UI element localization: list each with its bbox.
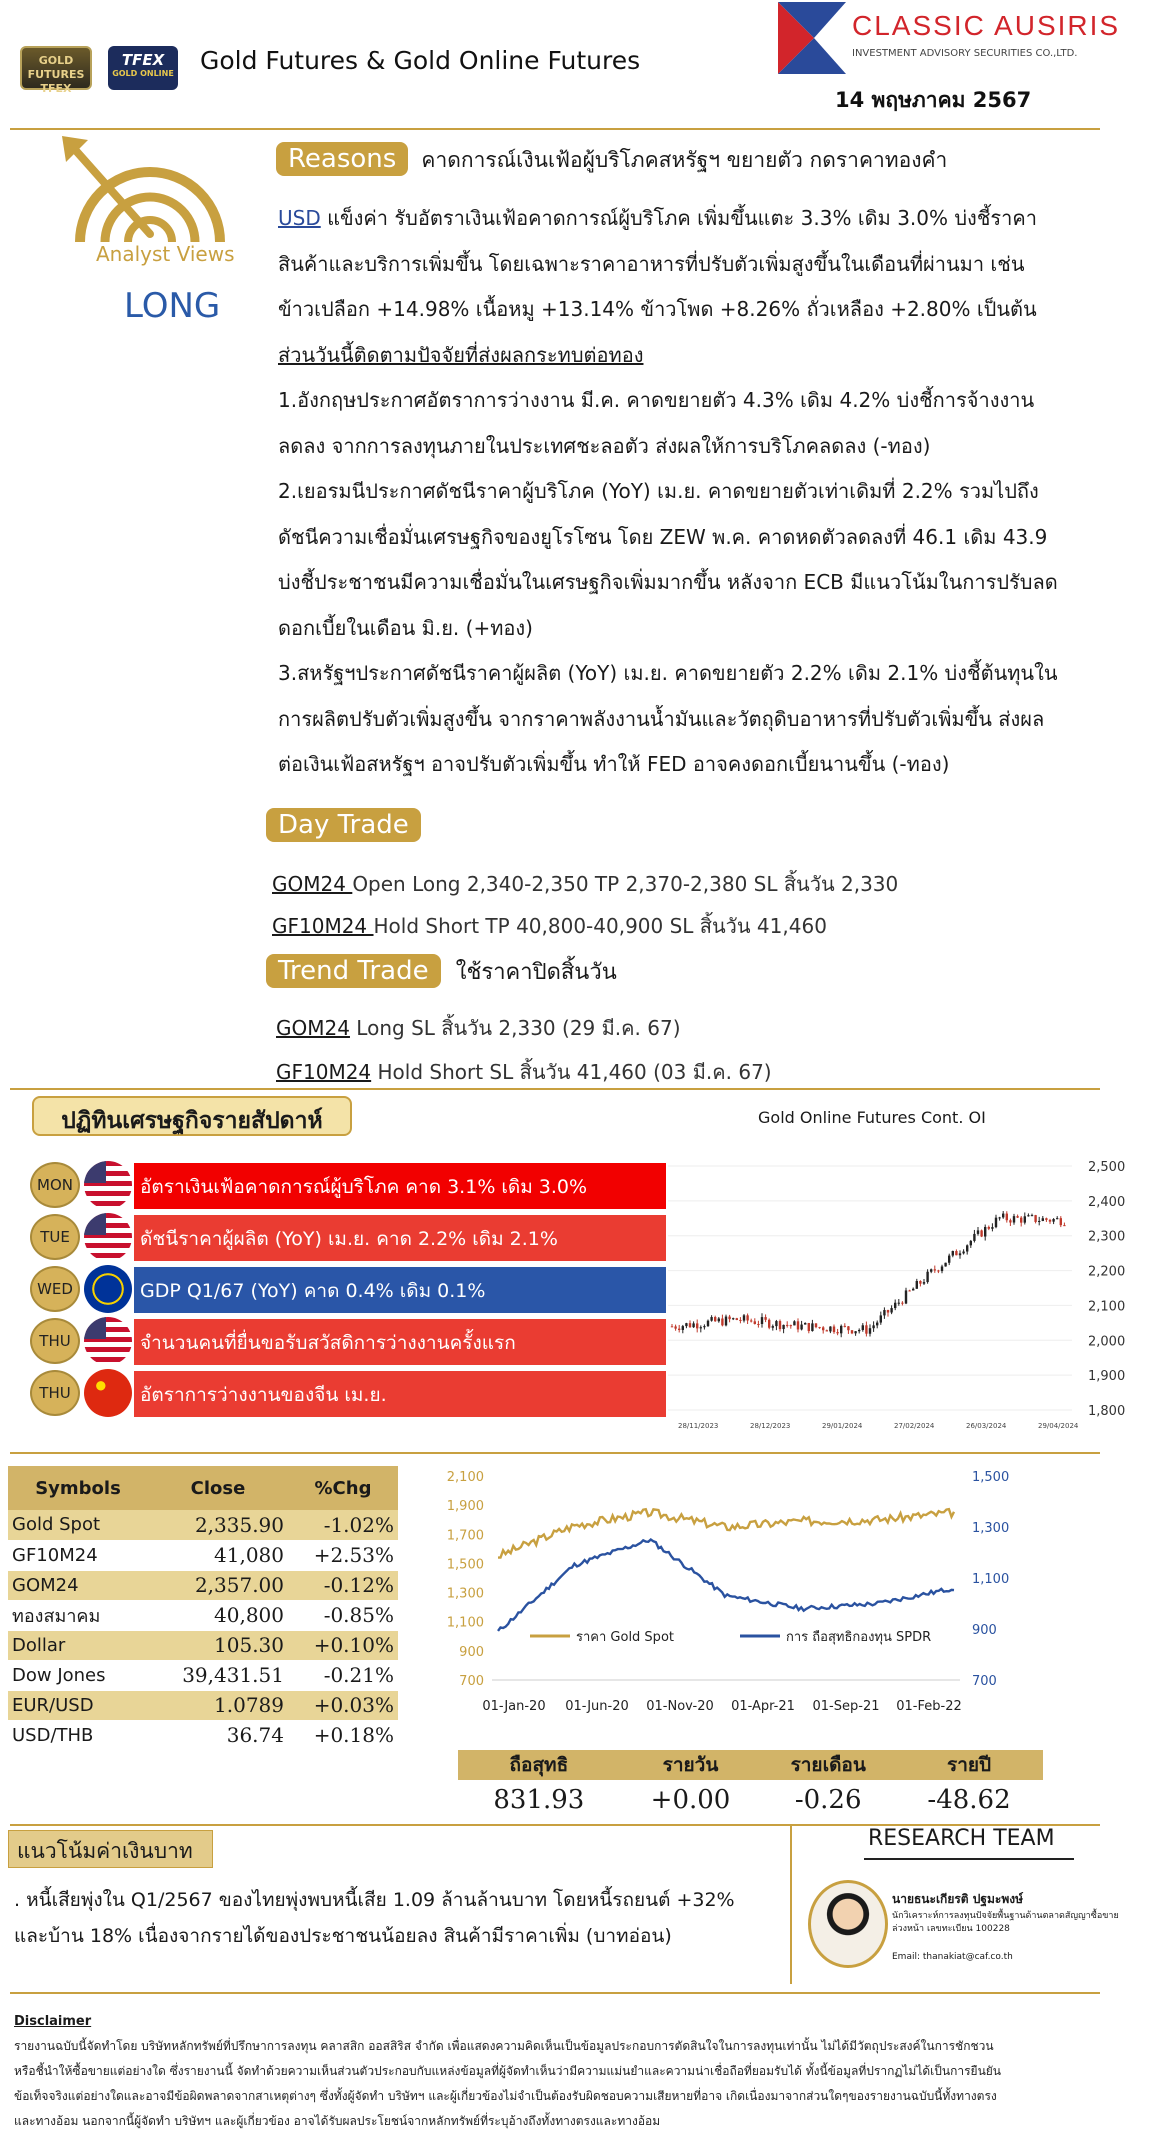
market-chg: +0.18% <box>288 1720 398 1750</box>
eu-flag-icon <box>84 1265 132 1313</box>
market-table <box>8 1466 398 1751</box>
gold-logo-text: GOLD FUTURES TFEX <box>27 54 85 95</box>
oi-chart-title: Gold Online Futures Cont. OI <box>758 1108 986 1127</box>
oi-candle <box>764 1317 766 1320</box>
spdr-holdings-table <box>458 1750 1043 1820</box>
x-tick: 01-Sep-21 <box>812 1699 880 1714</box>
market-chg: -1.02% <box>288 1510 398 1540</box>
left-y-tick: 1,700 <box>446 1528 484 1544</box>
trend-trade-text: Long SL สิ้นวัน 2,330 (29 มี.ค. 67) <box>349 1016 681 1040</box>
oi-candle <box>671 1326 673 1327</box>
market-chg: -0.85% <box>288 1600 398 1630</box>
oi-candle <box>966 1245 968 1251</box>
oi-candle <box>1016 1216 1018 1217</box>
oi-candle <box>790 1325 792 1326</box>
market-symbol: Gold Spot <box>8 1510 148 1540</box>
brand-logo-icon <box>778 2 846 74</box>
oi-candle <box>919 1281 921 1284</box>
oi-candle <box>844 1326 846 1327</box>
oi-y-tick: 2,500 <box>1088 1160 1126 1175</box>
reasons-subheading: ส่วนวันนี้ติดตามปัจจัยที่ส่งผลกระทบต่อทอง <box>278 342 644 367</box>
disclaimer-line: ข้อเท็จจริงแต่อย่างใดและอาจมีข้อผิดพลาดจากสาเหตุต่างๆ ซึ่งทั้งผู้จัดทำ บริษัทฯ และผู้เกี่ยวข้องไม่จำเป็นต้องรับผิดชอบความเสียหายที่อาจ เกิดเนื่องมาจากส่วนใดๆของรายงานฉบับนี้ทั้งทางตรง <box>14 2089 997 2103</box>
holdings-col-daily: รายวัน <box>620 1750 762 1780</box>
oi-candle <box>854 1331 856 1333</box>
oi-candle <box>1042 1218 1044 1221</box>
oi-candle <box>898 1303 900 1304</box>
oi-candle <box>926 1272 928 1282</box>
oi-candle <box>883 1310 885 1315</box>
gold-spot-line <box>498 1509 954 1558</box>
research-team-title: RESEARCH TEAM <box>868 1826 1055 1851</box>
thb-line: และบ้าน 18% เนื่องจากรายได้ของประชาชนน้อยลง สินค้ามีราคาเพิ่ม (บาทอ่อน) <box>14 1925 672 1947</box>
usd-link[interactable]: USD <box>278 206 321 230</box>
left-y-tick: 1,100 <box>446 1615 484 1631</box>
oi-candle <box>797 1321 799 1329</box>
oi-candle <box>746 1315 748 1320</box>
section-divider <box>10 1088 1100 1090</box>
trend-trade-text: Hold Short SL สิ้นวัน 41,460 (03 มี.ค. 67) <box>371 1060 772 1084</box>
oi-y-tick: 2,300 <box>1088 1229 1126 1245</box>
oi-candle <box>714 1317 716 1321</box>
market-symbol: GF10M24 <box>8 1540 148 1570</box>
tfex-logo <box>108 46 178 90</box>
report-date: 14 พฤษภาคม 2567 <box>835 88 1032 112</box>
day-trade-tag: Day Trade <box>266 808 421 842</box>
oi-candle <box>703 1326 705 1327</box>
oi-candle <box>818 1327 820 1328</box>
holdings-col-yearly: รายปี <box>895 1750 1043 1780</box>
x-tick: 01-Jun-20 <box>565 1699 629 1714</box>
oi-candle <box>930 1269 932 1271</box>
left-y-tick: 700 <box>459 1674 484 1689</box>
oi-candle <box>1063 1225 1065 1226</box>
oi-candle <box>901 1303 903 1304</box>
oi-candle <box>1013 1216 1015 1222</box>
calendar-day: THU <box>30 1318 80 1364</box>
oi-y-tick: 1,900 <box>1088 1369 1126 1385</box>
oi-candle <box>941 1266 943 1271</box>
reasons-line: ข้าวเปลือก +14.98% เนื้อหมู +13.14% ข้าวโพด +8.26% ถั่วเหลือง +2.80% เป็นต้น <box>278 297 1037 321</box>
market-chg: -0.12% <box>288 1570 398 1600</box>
section-divider <box>10 1452 1100 1454</box>
us-flag-icon <box>84 1213 132 1261</box>
spdr-holdings-line <box>498 1540 954 1631</box>
holdings-values <box>458 1780 1043 1820</box>
oi-chart <box>664 1148 1150 1448</box>
thb-outlook-body <box>14 1882 735 1954</box>
market-symbol: USD/THB <box>8 1720 148 1750</box>
market-row <box>8 1540 398 1570</box>
analyst-name: นายธนะเกียรติ ปฐมะพงษ์ <box>892 1892 1024 1906</box>
oi-candle <box>811 1323 813 1331</box>
oi-candle <box>800 1325 802 1330</box>
calendar-day: MON <box>30 1162 80 1208</box>
oi-candle <box>876 1323 878 1326</box>
holdings-daily: +0.00 <box>650 1785 731 1815</box>
oi-candle <box>905 1290 907 1303</box>
x-tick: 01-Apr-21 <box>731 1699 795 1714</box>
left-y-tick: 1,500 <box>446 1557 484 1573</box>
calendar-day: THU <box>30 1370 80 1416</box>
market-table-header <box>8 1466 398 1510</box>
day-trade-row <box>272 868 898 900</box>
calendar-title: ปฏิทินเศรษฐกิจรายสัปดาห์ <box>32 1096 352 1136</box>
oi-candle <box>948 1256 950 1263</box>
thb-line: . หนี้เสียพุ่งใน Q1/2567 ของไทยพุ่งพบหนี้เสีย 1.09 ล้านล้านบาท โดยหนี้รถยนต์ +32% <box>14 1889 735 1911</box>
x-tick: 01-Jan-20 <box>482 1699 546 1714</box>
oi-candle <box>782 1325 784 1329</box>
market-row <box>8 1600 398 1630</box>
oi-candle <box>955 1251 957 1255</box>
holdings-yearly: -48.62 <box>927 1785 1011 1815</box>
brand-subtitle: INVESTMENT ADVISORY SECURITIES CO.,LTD. <box>852 48 1078 59</box>
x-tick: 01-Nov-20 <box>646 1699 714 1714</box>
oi-candle <box>804 1323 806 1325</box>
oi-x-tick: 29/01/2024 <box>822 1422 863 1430</box>
oi-candle <box>761 1317 763 1324</box>
oi-candle <box>700 1327 702 1328</box>
calendar-event: จำนวนคนที่ยื่นขอรับสวัสดิการว่างงานครั้งแรก <box>134 1319 666 1365</box>
legend-gold-label: ราคา Gold Spot <box>576 1630 674 1645</box>
day-trade-row <box>272 910 827 942</box>
oi-candle <box>1052 1219 1054 1222</box>
calendar-event: ดัชนีราคาผู้ผลิต (YoY) เม.ย. คาด 2.2% เดิม 2.1% <box>134 1215 666 1261</box>
oi-candle <box>977 1230 979 1233</box>
oi-candle <box>721 1319 723 1326</box>
oi-candle <box>808 1323 810 1331</box>
oi-candle <box>840 1326 842 1333</box>
research-underline <box>864 1858 1074 1860</box>
market-row <box>8 1690 398 1720</box>
oi-candle <box>937 1270 939 1271</box>
oi-candle <box>674 1326 676 1328</box>
holdings-net: 831.93 <box>493 1785 585 1815</box>
oi-candle <box>890 1308 892 1312</box>
oi-candle <box>1020 1218 1022 1223</box>
oi-candle <box>912 1289 914 1291</box>
holdings-col-net: ถือสุทธิ <box>458 1750 620 1780</box>
disclaimer-body <box>14 2034 1124 2134</box>
oi-candle <box>872 1325 874 1328</box>
gold-futures-logo <box>20 46 92 95</box>
oi-candle <box>725 1317 727 1326</box>
calendar-day: TUE <box>30 1214 80 1260</box>
oi-candle <box>826 1330 828 1331</box>
reasons-line: ลดลง จากการลงทุนภายในประเทศชะลอตัว ส่งผลให้การบริโภคลดลง (-ทอง) <box>278 433 931 458</box>
disclaimer-line: และทางอ้อม นอกจากนี้ผู้จัดทำ บริษัทฯ และผู้เกี่ยวข้อง อาจได้รับผลประโยชน์จากหลักทรัพย์ที่ระบุอ้างถึงทั้งทางตรงและทางอ้อม <box>14 2114 661 2128</box>
oi-candle <box>793 1321 795 1325</box>
right-y-tick: 1,500 <box>972 1470 1010 1485</box>
market-chg: -0.21% <box>288 1660 398 1690</box>
oi-candle <box>952 1251 954 1256</box>
oi-candle <box>916 1281 918 1289</box>
oi-candle <box>768 1320 770 1328</box>
oi-candle <box>829 1327 831 1332</box>
trend-trade-note: ใช้ราคาปิดสิ้นวัน <box>455 960 617 985</box>
x-tick: 01-Feb-22 <box>896 1699 962 1714</box>
oi-candle <box>685 1323 687 1326</box>
analyst-email: Email: thanakiat@caf.co.th <box>892 1952 1013 1962</box>
analyst-position: LONG <box>124 286 221 326</box>
us-flag-icon <box>84 1317 132 1365</box>
oi-candle <box>1031 1215 1033 1216</box>
target-arrow-icon <box>60 134 240 244</box>
oi-candle <box>754 1321 756 1324</box>
col-chg: %Chg <box>288 1466 398 1510</box>
reasons-line: 1.อังกฤษประกาศอัตราการว่างงาน มี.ค. คาดขยายตัว 4.3% เดิม 4.2% บ่งชี้การจ้างงาน <box>278 388 1035 412</box>
analyst-role: นักวิเคราะห์การลงทุนปัจจัยพื้นฐานด้านตลาดสัญญาซื้อขายล่วงหน้า เลขทะเบียน 100228 <box>892 1911 1119 1934</box>
reasons-headline: คาดการณ์เงินเฟ้อผู้บริโภคสหรัฐฯ ขยายตัว กดราคาทองคำ <box>421 148 948 172</box>
disclaimer-line: รายงานฉบับนี้จัดทำโดย บริษัทหลักทรัพย์ที่ปรึกษาการลงทุน คลาสสิก ออสสิริส จำกัด เพื่อแสดงความคิดเห็นเป็นข้อมูลประกอบการตัดสินใจในการลงทุนเท่านั้น ไม่ได้มีวัตถุประสงค์ในการชักชวน <box>14 2039 994 2053</box>
market-row <box>8 1720 398 1750</box>
oi-y-tick: 2,000 <box>1088 1334 1126 1350</box>
left-y-tick: 2,100 <box>446 1470 484 1485</box>
oi-candle <box>880 1315 882 1322</box>
oi-candle <box>689 1323 691 1327</box>
market-close: 41,080 <box>148 1540 288 1570</box>
market-symbol: Dollar <box>8 1630 148 1660</box>
analyst-views-label: Analyst Views <box>96 242 235 266</box>
brand-name: CLASSIC AUSIRIS <box>852 10 1121 41</box>
right-y-tick: 700 <box>972 1674 997 1689</box>
reasons-line: บ่งชี้ประชาชนมีความเชื่อมั่นในเศรษฐกิจเพิ่มมากขึ้น หลังจาก ECB มีแนวโน้มในการปรับลด <box>278 570 1058 594</box>
market-close: 105.30 <box>148 1630 288 1660</box>
left-y-tick: 900 <box>459 1644 484 1660</box>
day-trade-text: Open Long 2,340-2,350 TP 2,370-2,380 SL สิ้นวัน 2,330 <box>352 872 899 896</box>
oi-candle <box>962 1252 964 1254</box>
oi-candle <box>991 1227 993 1229</box>
oi-candle <box>1006 1214 1008 1221</box>
oi-candle <box>1060 1218 1062 1225</box>
left-y-tick: 1,900 <box>446 1499 484 1515</box>
oi-candle <box>865 1325 867 1333</box>
oi-candle <box>732 1318 734 1319</box>
market-symbol: ทองสมาคม <box>8 1600 148 1630</box>
section-divider <box>10 1992 1100 1994</box>
oi-candle <box>858 1330 860 1331</box>
header-divider <box>10 128 1100 130</box>
col-close: Close <box>148 1466 288 1510</box>
oi-candle <box>682 1326 684 1330</box>
reasons-text: แข็งค่า รับอัตราเงินเฟ้อคาดการณ์ผู้บริโภค เพิ่มขึ้นแตะ 3.3% เดิม 3.0% บ่งชี้ราคา <box>320 206 1037 230</box>
oi-candle <box>836 1332 838 1333</box>
oi-candle <box>728 1317 730 1320</box>
oi-candle <box>743 1315 745 1320</box>
market-close: 2,335.90 <box>148 1510 288 1540</box>
right-y-tick: 1,300 <box>972 1521 1010 1536</box>
tfex-logo-sub: GOLD ONLINE <box>112 69 174 78</box>
oi-candle <box>862 1325 864 1330</box>
thb-outlook-title: แนวโน้มค่าเงินบาท <box>8 1830 213 1868</box>
reasons-tag: Reasons <box>276 142 408 176</box>
reasons-line: 2.เยอรมนีประกาศดัชนีราคาผู้บริโภค (YoY) เม.ย. คาดขยายตัวเท่าเดิมที่ 2.2% รวมไปถึง <box>278 479 1039 503</box>
vertical-divider <box>790 1824 792 1984</box>
reasons-line: ดัชนีความเชื่อมั่นเศรษฐกิจของยูโรโซน โดย ZEW พ.ค. คาดหดตัวลดลงที่ 46.1 เดิม 43.9 <box>278 524 1048 549</box>
trend-trade-symbol: GOM24 <box>276 1016 350 1040</box>
holdings-col-monthly: รายเดือน <box>761 1750 895 1780</box>
oi-candle <box>1038 1221 1040 1222</box>
day-trade-text: Hold Short TP 40,800-40,900 SL สิ้นวัน 41,460 <box>373 914 827 938</box>
holdings-header <box>458 1750 1043 1780</box>
reasons-body <box>278 196 1138 788</box>
trend-trade-section <box>266 954 617 989</box>
market-close: 2,357.00 <box>148 1570 288 1600</box>
oi-x-tick: 26/03/2024 <box>966 1422 1007 1430</box>
oi-candle <box>995 1218 997 1227</box>
reasons-line: การผลิตปรับตัวเพิ่มสูงขึ้น จากราคาพลังงานน้ำมันและวัตถุดิบอาหารที่ปรับตัวเพิ่มขึ้น ส่งผล <box>278 706 1045 731</box>
analyst-avatar <box>808 1880 888 1968</box>
disclaimer-line: หรือชี้นำให้ซื้อขายแต่อย่างใด ซึ่งรายงานนี้ จัดทำด้วยความเห็นส่วนตัวประกอบกับแหล่งข้อมูลที่ผู้จัดทำเห็นว่ามีความแม่นยำและความน่าเชื่อถือที่ยอมรับได้ ทั้งนี้ข้อมูลที่ปรากฏไม่ได้เป็นการยืนยัน <box>14 2064 1001 2078</box>
oi-candle <box>1027 1215 1029 1216</box>
oi-candle <box>1056 1218 1058 1219</box>
oi-candle <box>815 1323 817 1327</box>
trend-trade-symbol: GF10M24 <box>276 1060 372 1084</box>
market-row <box>8 1660 398 1690</box>
oi-candle <box>822 1327 824 1330</box>
day-trade-symbol: GOM24 <box>272 872 353 896</box>
oi-candle <box>998 1217 1000 1218</box>
oi-candle <box>736 1318 738 1320</box>
oi-x-tick: 28/12/2023 <box>750 1422 791 1430</box>
reasons-line: 3.สหรัฐฯประกาศดัชนีราคาผู้ผลิต (YoY) เม.ย. คาดขยายตัว 2.2% เดิม 2.1% บ่งชี้ต้นทุนใน <box>278 661 1058 685</box>
disclaimer-heading: Disclaimer <box>14 2014 92 2029</box>
oi-candle <box>739 1320 741 1321</box>
market-symbol: GOM24 <box>8 1570 148 1600</box>
reasons-line: ต่อเงินเฟ้อสหรัฐฯ อาจปรับตัวเพิ่มขึ้น ทำให้ FED อาจคงดอกเบี้ยนานขึ้น (-ทอง) <box>278 752 950 776</box>
market-close: 1.0789 <box>148 1690 288 1720</box>
oi-candle <box>1009 1220 1011 1222</box>
oi-candle <box>869 1328 871 1333</box>
oi-candle <box>678 1329 680 1330</box>
oi-candle <box>692 1323 694 1327</box>
oi-candle <box>833 1327 835 1333</box>
oi-candle <box>1034 1215 1036 1222</box>
oi-candle <box>1045 1218 1047 1220</box>
oi-candle <box>757 1324 759 1325</box>
left-y-tick: 1,300 <box>446 1586 484 1602</box>
oi-candle <box>707 1321 709 1326</box>
oi-candle <box>973 1234 975 1241</box>
oi-candle <box>959 1253 961 1255</box>
oi-x-tick: 29/04/2024 <box>1038 1422 1079 1430</box>
col-symbols: Symbols <box>8 1466 148 1510</box>
trend-trade-row <box>276 1012 681 1044</box>
right-y-tick: 1,100 <box>972 1572 1010 1587</box>
trend-trade-tag: Trend Trade <box>266 954 441 988</box>
oi-candle <box>1024 1216 1026 1222</box>
oi-candle <box>980 1230 982 1236</box>
oi-y-tick: 2,400 <box>1088 1194 1126 1210</box>
trend-trade-row <box>276 1056 772 1088</box>
market-symbol: EUR/USD <box>8 1690 148 1720</box>
oi-candle <box>847 1326 849 1330</box>
oi-candle <box>1049 1220 1051 1222</box>
us-flag-icon <box>84 1161 132 1209</box>
oi-candle <box>772 1326 774 1328</box>
calendar-event: อัตราเงินเฟ้อคาดการณ์ผู้บริโภค คาด 3.1% เดิม 3.0% <box>134 1163 666 1209</box>
calendar-day: WED <box>30 1266 80 1312</box>
day-trade-section <box>266 810 421 840</box>
oi-candle <box>894 1303 896 1308</box>
gold-spdr-chart <box>440 1466 1040 1726</box>
oi-candle <box>786 1325 788 1326</box>
oi-candle <box>984 1227 986 1237</box>
tfex-logo-text: TFEX <box>121 51 165 69</box>
holdings-monthly: -0.26 <box>794 1785 862 1815</box>
oi-candle <box>908 1290 910 1291</box>
oi-candle <box>750 1321 752 1322</box>
oi-x-tick: 27/02/2024 <box>894 1422 935 1430</box>
oi-y-tick: 2,200 <box>1088 1264 1126 1280</box>
market-row <box>8 1570 398 1600</box>
oi-candle <box>988 1227 990 1229</box>
oi-candle <box>710 1317 712 1321</box>
oi-candle <box>779 1321 781 1329</box>
market-row <box>8 1510 398 1540</box>
reasons-section <box>276 144 947 177</box>
market-row <box>8 1630 398 1660</box>
oi-x-tick: 28/11/2023 <box>678 1422 719 1430</box>
oi-y-tick: 1,800 <box>1088 1404 1126 1419</box>
oi-candle <box>696 1323 698 1328</box>
reasons-line: ดอกเบี้ยในเดือน มิ.ย. (+ทอง) <box>278 615 533 640</box>
oi-candle <box>944 1263 946 1267</box>
calendar-event: อัตราการว่างงานของจีน เม.ย. <box>134 1371 666 1417</box>
oi-candle <box>718 1319 720 1322</box>
market-chg: +2.53% <box>288 1540 398 1570</box>
calendar-event: GDP Q1/67 (YoY) คาด 0.4% เดิม 0.1% <box>134 1267 666 1313</box>
market-symbol: Dow Jones <box>8 1660 148 1690</box>
oi-candle <box>851 1330 853 1333</box>
market-close: 40,800 <box>148 1600 288 1630</box>
oi-candle <box>1002 1214 1004 1218</box>
day-trade-symbol: GF10M24 <box>272 914 374 938</box>
oi-candle <box>934 1269 936 1270</box>
reasons-line: สินค้าและบริการเพิ่มขึ้น โดยเฉพาะราคาอาหารที่ปรับตัวเพิ่มสูงขึ้นในเดือนที่ผ่านมา เช่น <box>278 251 1025 276</box>
market-chg: +0.03% <box>288 1690 398 1720</box>
china-flag-icon <box>84 1369 132 1417</box>
oi-candle <box>887 1310 889 1312</box>
legend-spdr-label: การ ถือสุทธิกองทุน SPDR <box>786 1630 932 1645</box>
right-y-tick: 900 <box>972 1623 997 1638</box>
reasons-line <box>278 196 1138 242</box>
market-chg: +0.10% <box>288 1630 398 1660</box>
oi-candle <box>923 1282 925 1284</box>
oi-candle <box>775 1321 777 1326</box>
page-title: Gold Futures & Gold Online Futures <box>200 46 641 75</box>
market-close: 36.74 <box>148 1720 288 1750</box>
oi-y-tick: 2,100 <box>1088 1299 1126 1315</box>
oi-candle <box>970 1241 972 1245</box>
market-close: 39,431.51 <box>148 1660 288 1690</box>
